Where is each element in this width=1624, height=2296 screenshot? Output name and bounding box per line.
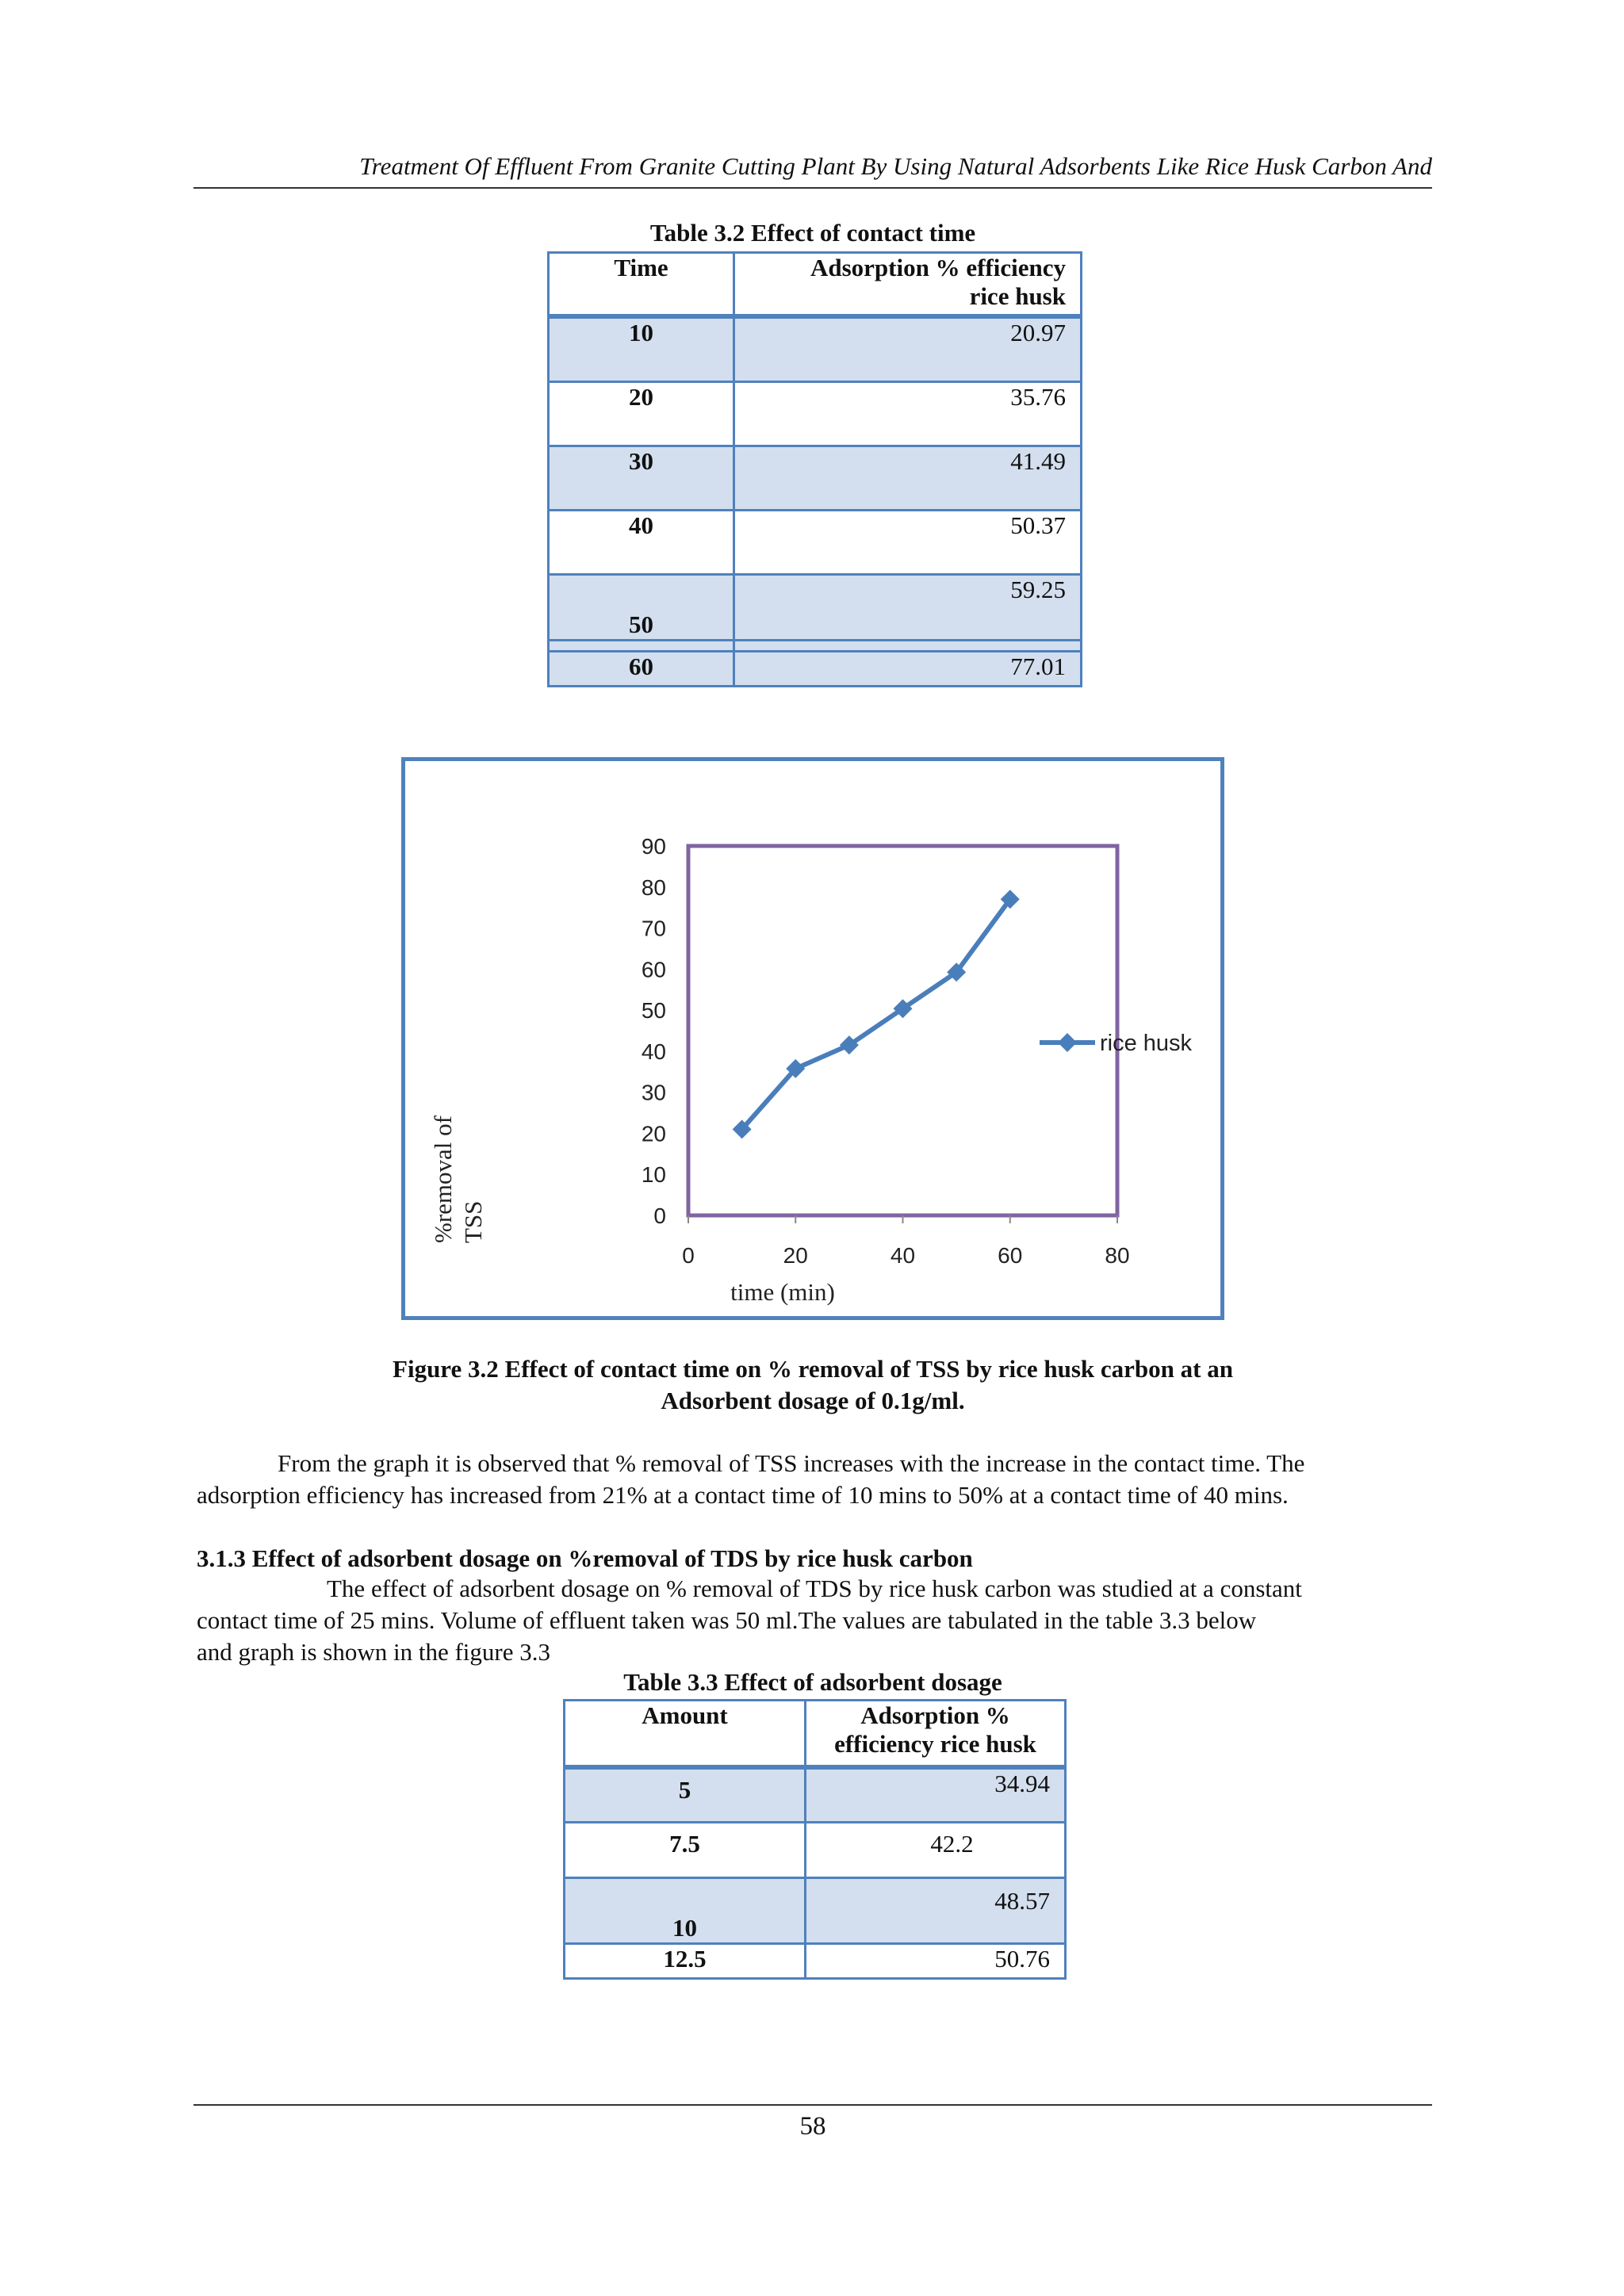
efficiency-cell: 20.97 bbox=[734, 316, 1082, 382]
table-3-2-header-efficiency bbox=[734, 253, 1082, 316]
time-cell: 10 bbox=[549, 316, 734, 382]
time-cell: 20 bbox=[549, 382, 734, 446]
table-3-2-header-time: Time bbox=[549, 253, 734, 316]
table-row bbox=[565, 1944, 1066, 1979]
x-tick-label: 60 bbox=[998, 1243, 1023, 1268]
y-tick-label: 70 bbox=[641, 916, 666, 941]
amount-cell: 10 bbox=[565, 1878, 806, 1944]
time-cell: 60 bbox=[549, 652, 734, 687]
paragraph-line: contact time of 25 mins. Volume of effluent taken was 50 ml.The values are tabulated in the table 3.3 below bbox=[197, 1606, 1257, 1634]
series-line-rice-husk bbox=[742, 899, 1010, 1129]
efficiency-cell: 50.76 bbox=[806, 1944, 1066, 1979]
y-axis-label-line2: TSS bbox=[459, 1200, 487, 1243]
legend-label: rice husk bbox=[1100, 1031, 1193, 1056]
table-row bbox=[549, 316, 1082, 382]
paragraph-line: From the graph it is observed that % removal of TSS increases with the increase in the contact time. The bbox=[278, 1449, 1305, 1477]
series-markers bbox=[733, 890, 1020, 1138]
page-number: 58 bbox=[799, 2112, 826, 2141]
x-tick-label: 20 bbox=[783, 1243, 808, 1268]
plot-area-border bbox=[688, 846, 1117, 1215]
table-row bbox=[549, 446, 1082, 511]
y-tick-label: 90 bbox=[641, 834, 666, 859]
legend-diamond-marker bbox=[1058, 1033, 1077, 1052]
table-3-2 bbox=[547, 251, 1082, 687]
efficiency-cell: 77.01 bbox=[734, 652, 1082, 687]
y-tick-label: 60 bbox=[641, 957, 666, 982]
paragraph-line: and graph is shown in the figure 3.3 bbox=[197, 1638, 550, 1666]
table-3-3-header-amount: Amount bbox=[565, 1701, 806, 1767]
figure-3-2-caption-line2: Adsorbent dosage of 0.1g/ml. bbox=[661, 1387, 965, 1414]
table-row bbox=[549, 382, 1082, 446]
table-3-3 bbox=[563, 1699, 1067, 1980]
line-chart-svg bbox=[405, 761, 1220, 1316]
efficiency-cell: 50.37 bbox=[734, 511, 1082, 575]
efficiency-cell: 59.25 bbox=[734, 575, 1082, 641]
efficiency-cell: 35.76 bbox=[734, 382, 1082, 446]
efficiency-cell: 41.49 bbox=[734, 446, 1082, 511]
efficiency-cell: 34.94 bbox=[806, 1767, 1066, 1823]
header-efficiency-line2: efficiency rice husk bbox=[834, 1730, 1036, 1758]
y-tick-label: 0 bbox=[653, 1203, 666, 1228]
amount-cell: 5 bbox=[565, 1767, 806, 1823]
y-tick-label: 40 bbox=[641, 1039, 666, 1064]
spacer-cell bbox=[734, 641, 1082, 652]
footer-rule bbox=[193, 2104, 1432, 2106]
paragraph-line: adsorption efficiency has increased from 21% at a contact time of 10 mins to 50% at a contact time of 40 mins. bbox=[197, 1481, 1289, 1509]
x-tick-label: 0 bbox=[682, 1243, 695, 1268]
figure-3-2-chart bbox=[401, 757, 1224, 1320]
table-3-2-caption: Table 3.2 Effect of contact time bbox=[649, 219, 976, 247]
table-3-3-caption: Table 3.3 Effect of adsorbent dosage bbox=[623, 1668, 1002, 1696]
x-axis-label: time (min) bbox=[730, 1278, 835, 1306]
header-efficiency-line2: rice husk bbox=[969, 282, 1066, 310]
legend bbox=[1040, 1031, 1193, 1056]
time-cell: 30 bbox=[549, 446, 734, 511]
paragraph-line: The effect of adsorbent dosage on % removal of TDS by rice husk carbon was studied at a constant bbox=[327, 1575, 1302, 1602]
header-efficiency-line1: Adsorption % efficiency bbox=[810, 254, 1066, 281]
y-tick-label: 50 bbox=[641, 998, 666, 1024]
section-heading: 3.1.3 Effect of adsorbent dosage on %removal of TDS by rice husk carbon bbox=[197, 1544, 973, 1572]
table-spacer-row bbox=[549, 641, 1082, 652]
y-axis-ticks bbox=[642, 834, 666, 1228]
y-axis-label-line1: %removal of bbox=[429, 1115, 457, 1243]
table-row bbox=[549, 575, 1082, 641]
table-row bbox=[549, 511, 1082, 575]
table-row bbox=[565, 1878, 1066, 1944]
amount-cell: 12.5 bbox=[565, 1944, 806, 1979]
y-tick-label: 30 bbox=[641, 1080, 666, 1105]
table-row bbox=[565, 1767, 1066, 1823]
x-tick-label: 40 bbox=[890, 1243, 916, 1268]
x-tick-label: 80 bbox=[1105, 1243, 1130, 1268]
y-tick-label: 10 bbox=[641, 1162, 666, 1188]
running-header: Treatment Of Effluent From Granite Cutting Plant By Using Natural Adsorbents Like Rice Husk Carbon And bbox=[359, 152, 1432, 180]
amount-cell: 7.5 bbox=[565, 1823, 806, 1878]
figure-3-2-caption-line1: Figure 3.2 Effect of contact time on % removal of TSS by rice husk carbon at an bbox=[393, 1355, 1233, 1383]
efficiency-cell: 48.57 bbox=[806, 1878, 1066, 1944]
x-axis-ticks bbox=[682, 1243, 1129, 1268]
time-cell: 40 bbox=[549, 511, 734, 575]
y-tick-label: 20 bbox=[641, 1121, 666, 1146]
efficiency-cell: 42.2 bbox=[806, 1823, 1066, 1878]
table-row bbox=[565, 1823, 1066, 1878]
spacer-cell bbox=[549, 641, 734, 652]
header-rule bbox=[193, 187, 1432, 189]
table-row bbox=[549, 652, 1082, 687]
header-efficiency-line1: Adsorption % bbox=[860, 1701, 1010, 1729]
table-3-3-header-efficiency bbox=[806, 1701, 1066, 1767]
y-tick-label: 80 bbox=[641, 874, 666, 900]
time-cell: 50 bbox=[549, 575, 734, 641]
